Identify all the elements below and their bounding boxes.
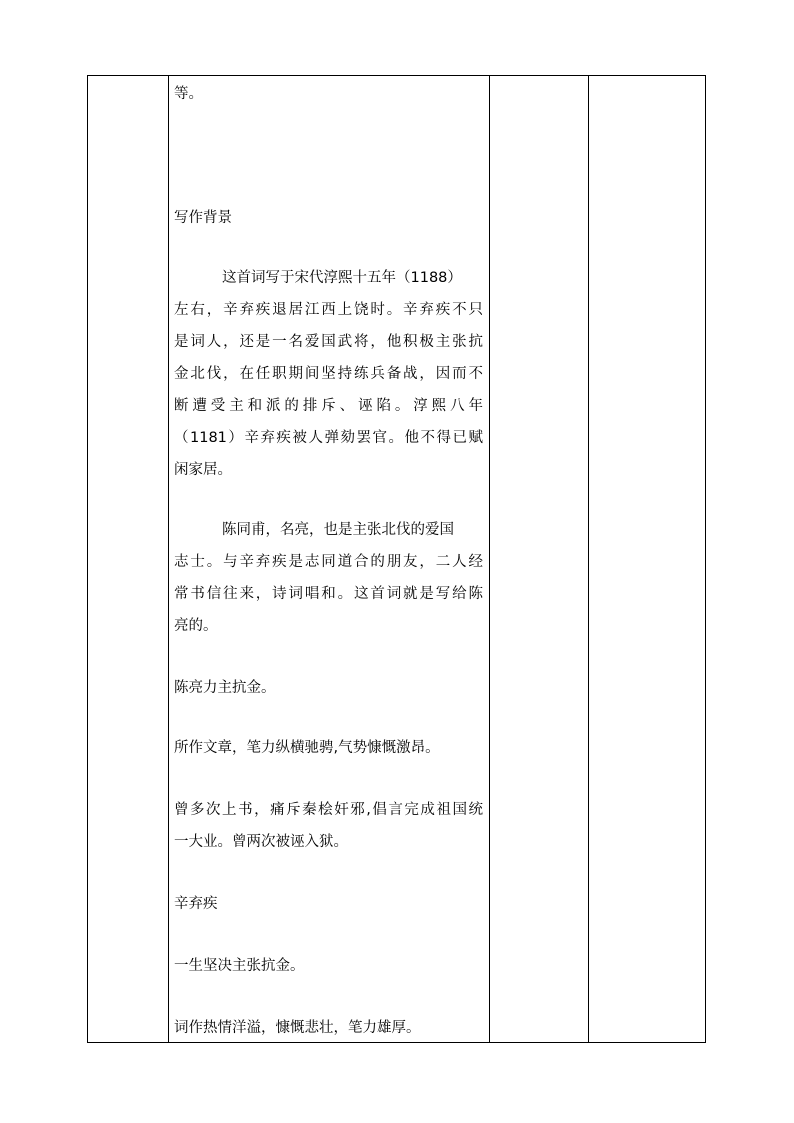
- column-divider-3: [588, 76, 589, 1042]
- text-line: 亮的。: [174, 618, 218, 634]
- text-line: 陈同甫，名亮，也是主张北伐的爱国: [222, 522, 454, 538]
- text-line: 志士。与辛弃疾是志同道合的朋友，二人经: [174, 554, 483, 570]
- text-line: 这首词写于宋代淳熙十五年（1188）: [222, 270, 462, 286]
- text-line: 断遭受主和派的排斥、诬陷。淳熙八年: [174, 398, 483, 414]
- text-line: 陈亮力主抗金。: [174, 680, 276, 696]
- text-line: 是词人，还是一名爱国武将，他积极主张抗: [174, 334, 483, 350]
- text-line: 一生坚决主张抗金。: [174, 958, 305, 974]
- column-divider-2: [489, 76, 490, 1042]
- text-line: 一大业。曾两次被诬入狱。: [174, 834, 348, 850]
- text-line: 左右，辛弃疾退居江西上饶时。辛弃疾不只: [174, 302, 483, 318]
- text-line: 闲家居。: [174, 462, 232, 478]
- document-table: [87, 75, 706, 1043]
- section-heading: 写作背景: [174, 210, 232, 226]
- text-line: 辛弃疾: [174, 896, 218, 912]
- content-cell: [168, 76, 489, 1042]
- text-line: 金北伐，在任职期间坚持练兵备战，因而不: [174, 366, 483, 382]
- text-line: 词作热情洋溢，慷慨悲壮，笔力雄厚。: [174, 1020, 421, 1036]
- text-line: 所作文章，笔力纵横驰骋,气势慷慨激昂。: [174, 740, 440, 756]
- text-line: 常书信往来，诗词唱和。这首词就是写给陈: [174, 586, 483, 602]
- text-line: 等。: [174, 86, 203, 102]
- text-line: 曾多次上书，痛斥秦桧奸邪,倡言完成祖国统: [174, 802, 483, 818]
- text-line: （1181）辛弃疾被人弹劾罢官。他不得已赋: [174, 430, 483, 446]
